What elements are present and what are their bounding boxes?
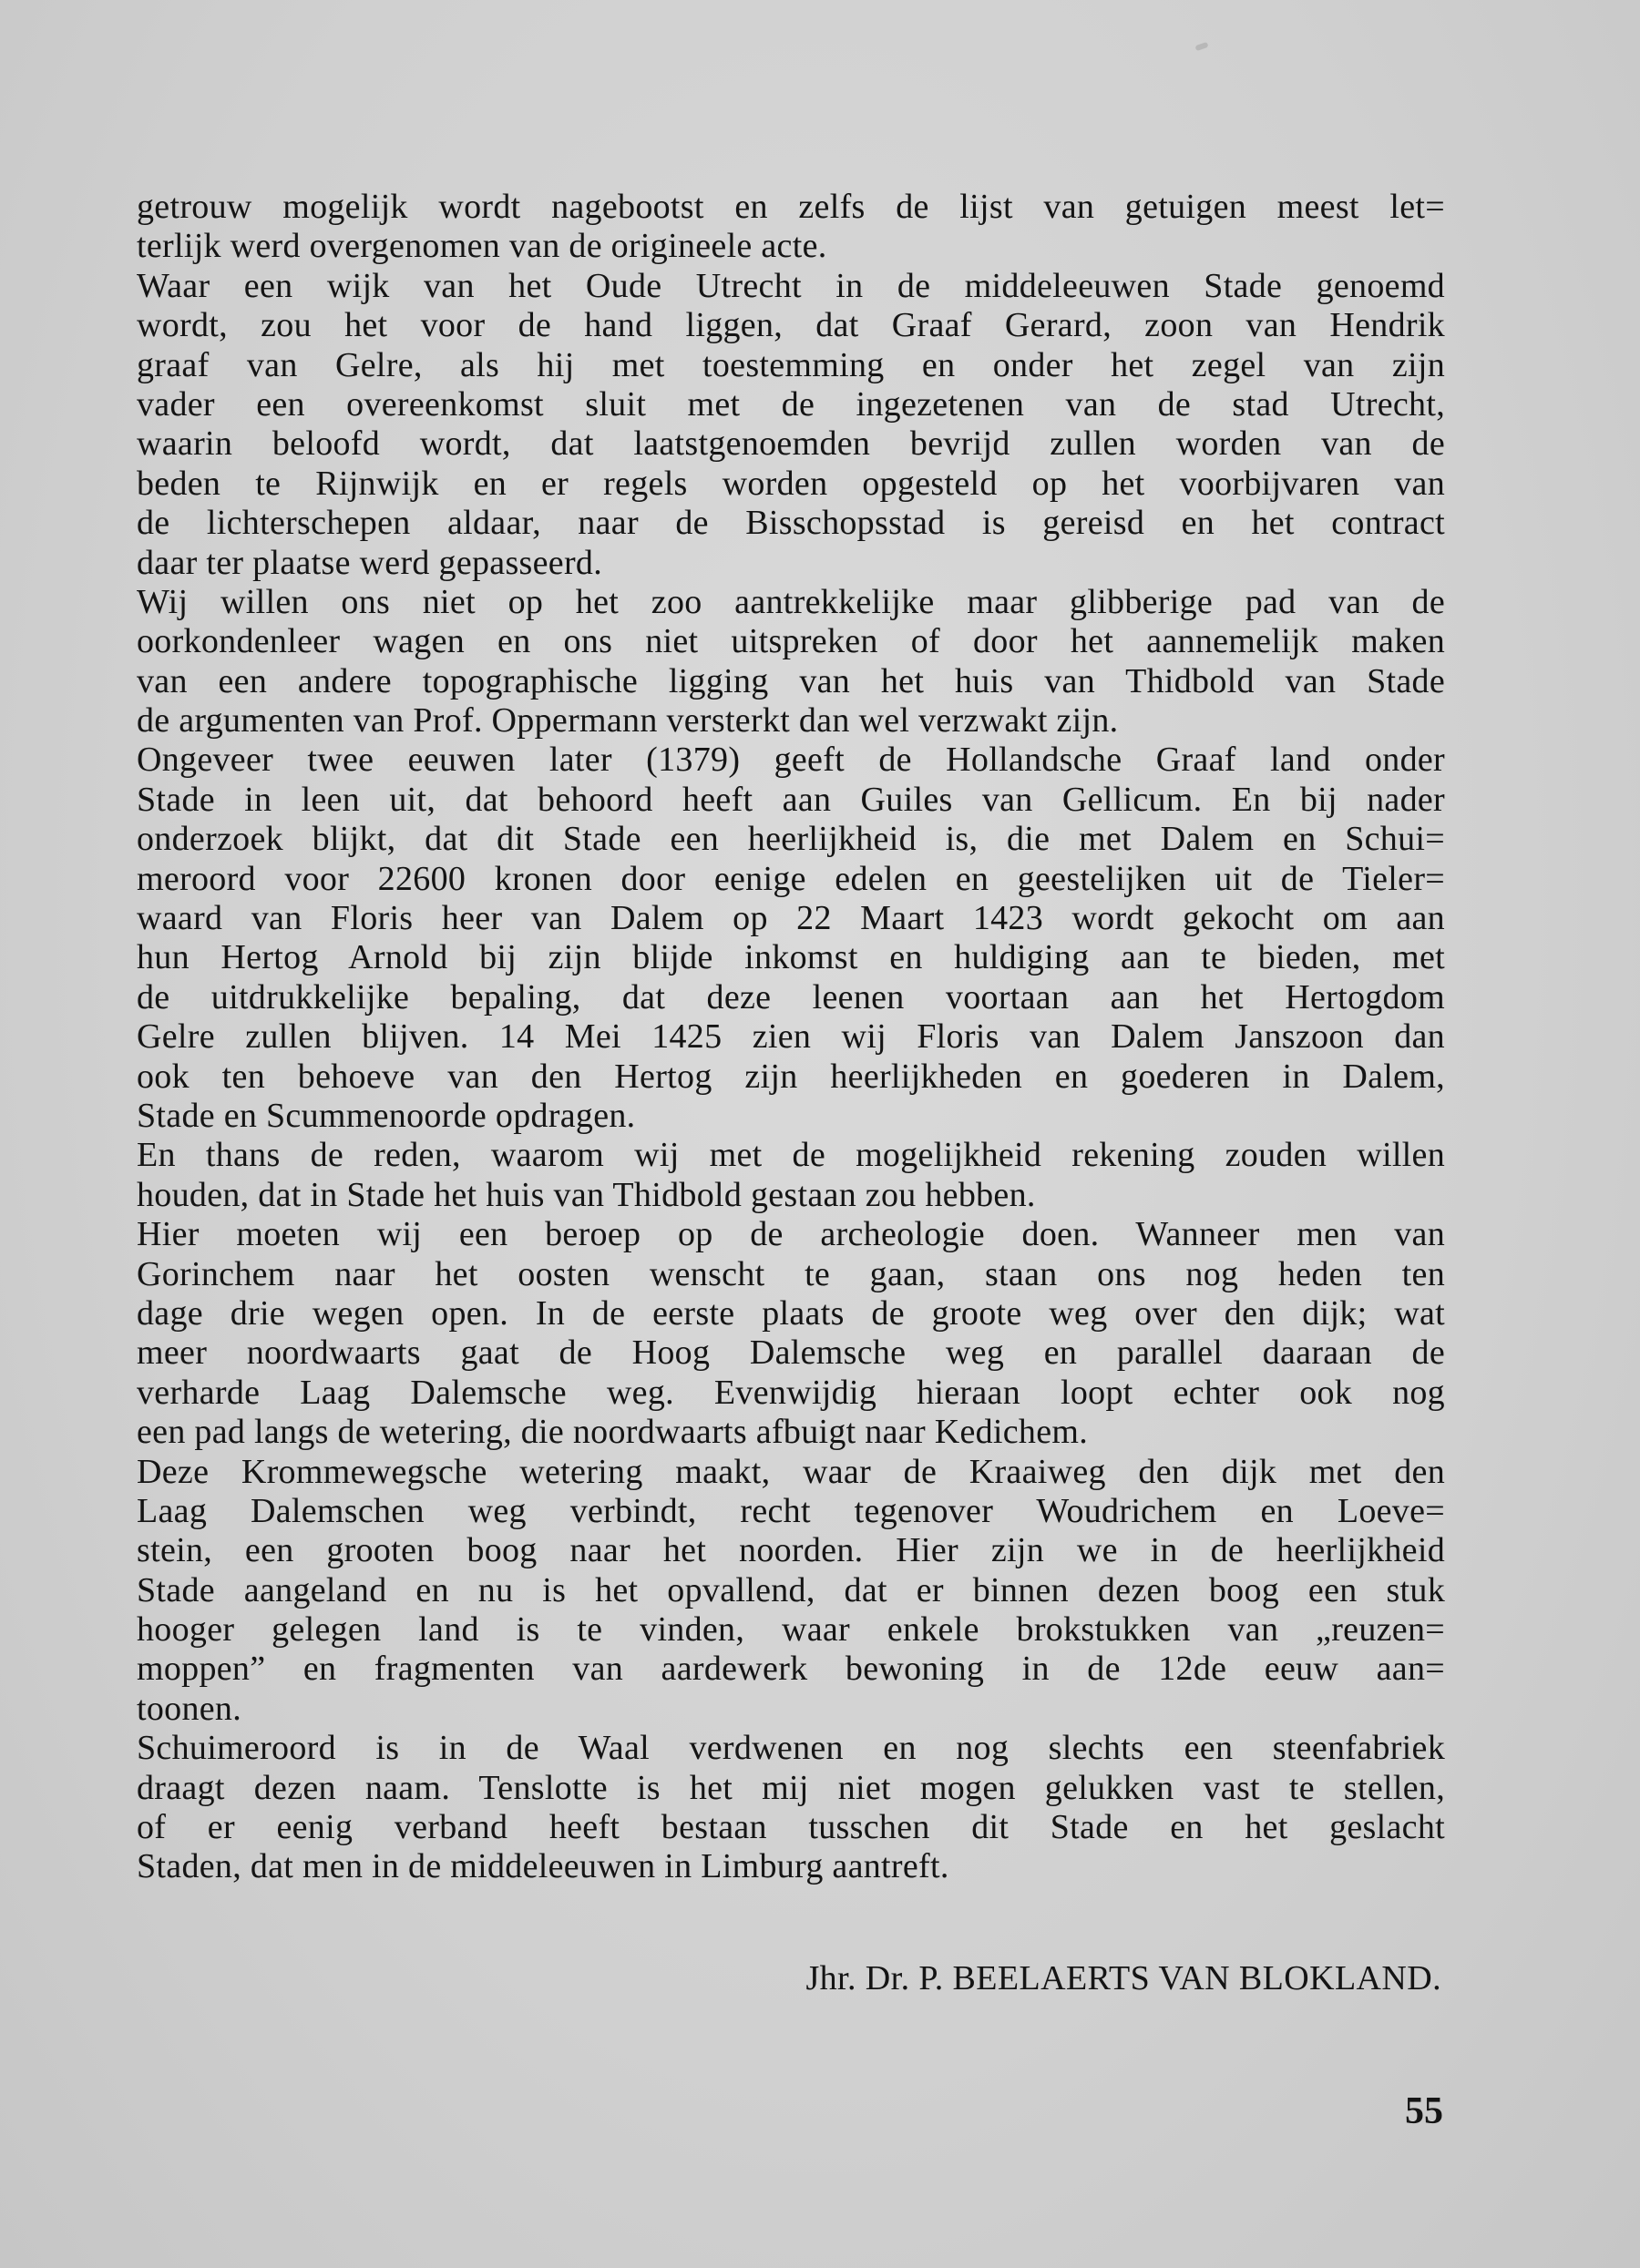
text-line: Schuimeroord is in de Waal verdwenen en nog slechts een steenfabriek <box>137 1729 1445 1768</box>
text-line: Wij willen ons niet op het zoo aantrekkelijke maar glibberige pad van de <box>137 582 1445 621</box>
text-line: moppen” en fragmenten van aardewerk bewoning in de 12de eeuw aan= <box>137 1650 1445 1689</box>
text-line: Stade in leen uit, dat behoord heeft aan Guiles van Gellicum. En bij nader <box>137 780 1445 819</box>
text-line: Hier moeten wij een beroep op de archeologie doen. Wanneer men van <box>137 1215 1445 1254</box>
text-line: Gelre zullen blijven. 14 Mei 1425 zien wij Floris van Dalem Janszoon dan <box>137 1017 1445 1057</box>
text-line: graaf van Gelre, als hij met toestemming en onder het zegel van zijn <box>137 345 1445 384</box>
text-line: draagt dezen naam. Tenslotte is het mij niet mogen gelukken vast te stellen, <box>137 1768 1445 1807</box>
text-line: onderzoek blijkt, dat dit Stade een heerlijkheid is, die met Dalem en Schui= <box>137 820 1445 859</box>
text-line: toonen. <box>137 1689 242 1728</box>
text-line: de lichterschepen aldaar, naar de Bisschopsstad is gereisd en het contract <box>137 504 1445 543</box>
text-line: En thans de reden, waarom wij met de mogelijkheid rekening zouden willen <box>137 1136 1445 1175</box>
text-line: een pad langs de wetering, die noordwaarts afbuigt naar Kedichem. <box>137 1413 1089 1452</box>
text-line: ook ten behoeve van den Hertog zijn heerlijkheden en goederen in Dalem, <box>137 1057 1445 1096</box>
text-line: de argumenten van Prof. Oppermann versterkt dan wel verzwakt zijn. <box>137 701 1119 741</box>
text-line: houden, dat in Stade het huis van Thidbold gestaan zou hebben. <box>137 1175 1036 1214</box>
text-line: de uitdrukkelijke bepaling, dat deze leenen voortaan aan het Hertogdom <box>137 977 1445 1017</box>
text-line: Stade en Scummenoorde opdragen. <box>137 1096 636 1135</box>
text-line: terlijk werd overgenomen van de origineele acte. <box>137 227 827 266</box>
text-line: of er eenig verband heeft bestaan tusschen dit Stade en het geslacht <box>137 1808 1445 1847</box>
text-line: Gorinchem naar het oosten wenscht te gaan, staan ons nog heden ten <box>137 1254 1445 1293</box>
body-text <box>137 188 1445 1887</box>
text-line: van een andere topographische ligging van het huis van Thidbold van Stade <box>137 661 1445 700</box>
text-line: daar ter plaatse werd gepasseerd. <box>137 543 603 582</box>
text-line: verharde Laag Dalemsche weg. Evenwijdig hieraan loopt echter ook nog <box>137 1373 1445 1412</box>
author-signature: Jhr. Dr. P. BEELAERTS VAN BLOKLAND. <box>805 1959 1441 1997</box>
text-line: wordt, zou het voor de hand liggen, dat Graaf Gerard, zoon van Hendrik <box>137 306 1445 345</box>
text-line: Staden, dat men in de middeleeuwen in Limburg aantreft. <box>137 1847 949 1886</box>
text-line: oorkondenleer wagen en ons niet uitspreken of door het aannemelijk maken <box>137 622 1445 661</box>
text-line: dage drie wegen open. In de eerste plaats de groote weg over den dijk; wat <box>137 1293 1445 1333</box>
text-line: getrouw mogelijk wordt nagebootst en zelfs de lijst van getuigen meest let= <box>137 188 1445 226</box>
text-line: Waar een wijk van het Oude Utrecht in de middeleeuwen Stade genoemd <box>137 266 1445 305</box>
text-line: waarin beloofd wordt, dat laatstgenoemden bevrijd zullen worden van de <box>137 424 1445 464</box>
text-line: Ongeveer twee eeuwen later (1379) geeft de Hollandsche Graaf land onder <box>137 741 1445 780</box>
text-line: waard van Floris heer van Dalem op 22 Maart 1423 wordt gekocht om aan <box>137 899 1445 938</box>
text-line: Deze Krommewegsche wetering maakt, waar de Kraaiweg den dijk met den <box>137 1452 1445 1491</box>
text-line: stein, een grooten boog naar het noorden. Hier zijn we in de heerlijkheid <box>137 1531 1445 1570</box>
text-line: hooger gelegen land is te vinden, waar enkele brokstukken van „reuzen= <box>137 1610 1445 1650</box>
text-line: meroord voor 22600 kronen door eenige edelen en geestelijken uit de Tieler= <box>137 859 1445 898</box>
scan-speck <box>1194 42 1208 51</box>
page-number: 55 <box>1405 2090 1443 2132</box>
text-line: Laag Dalemschen weg verbindt, recht tegenover Woudrichem en Loeve= <box>137 1491 1445 1530</box>
text-line: meer noordwaarts gaat de Hoog Dalemsche weg en parallel daaraan de <box>137 1333 1445 1373</box>
text-line: hun Hertog Arnold bij zijn blijde inkomst en huldiging aan te bieden, met <box>137 938 1445 977</box>
text-line: Stade aangeland en nu is het opvallend, dat er binnen dezen boog een stuk <box>137 1570 1445 1609</box>
text-line: beden te Rijnwijk en er regels worden opgesteld op het voorbijvaren van <box>137 464 1445 503</box>
text-line: vader een overeenkomst sluit met de ingezetenen van de stad Utrecht, <box>137 384 1445 424</box>
